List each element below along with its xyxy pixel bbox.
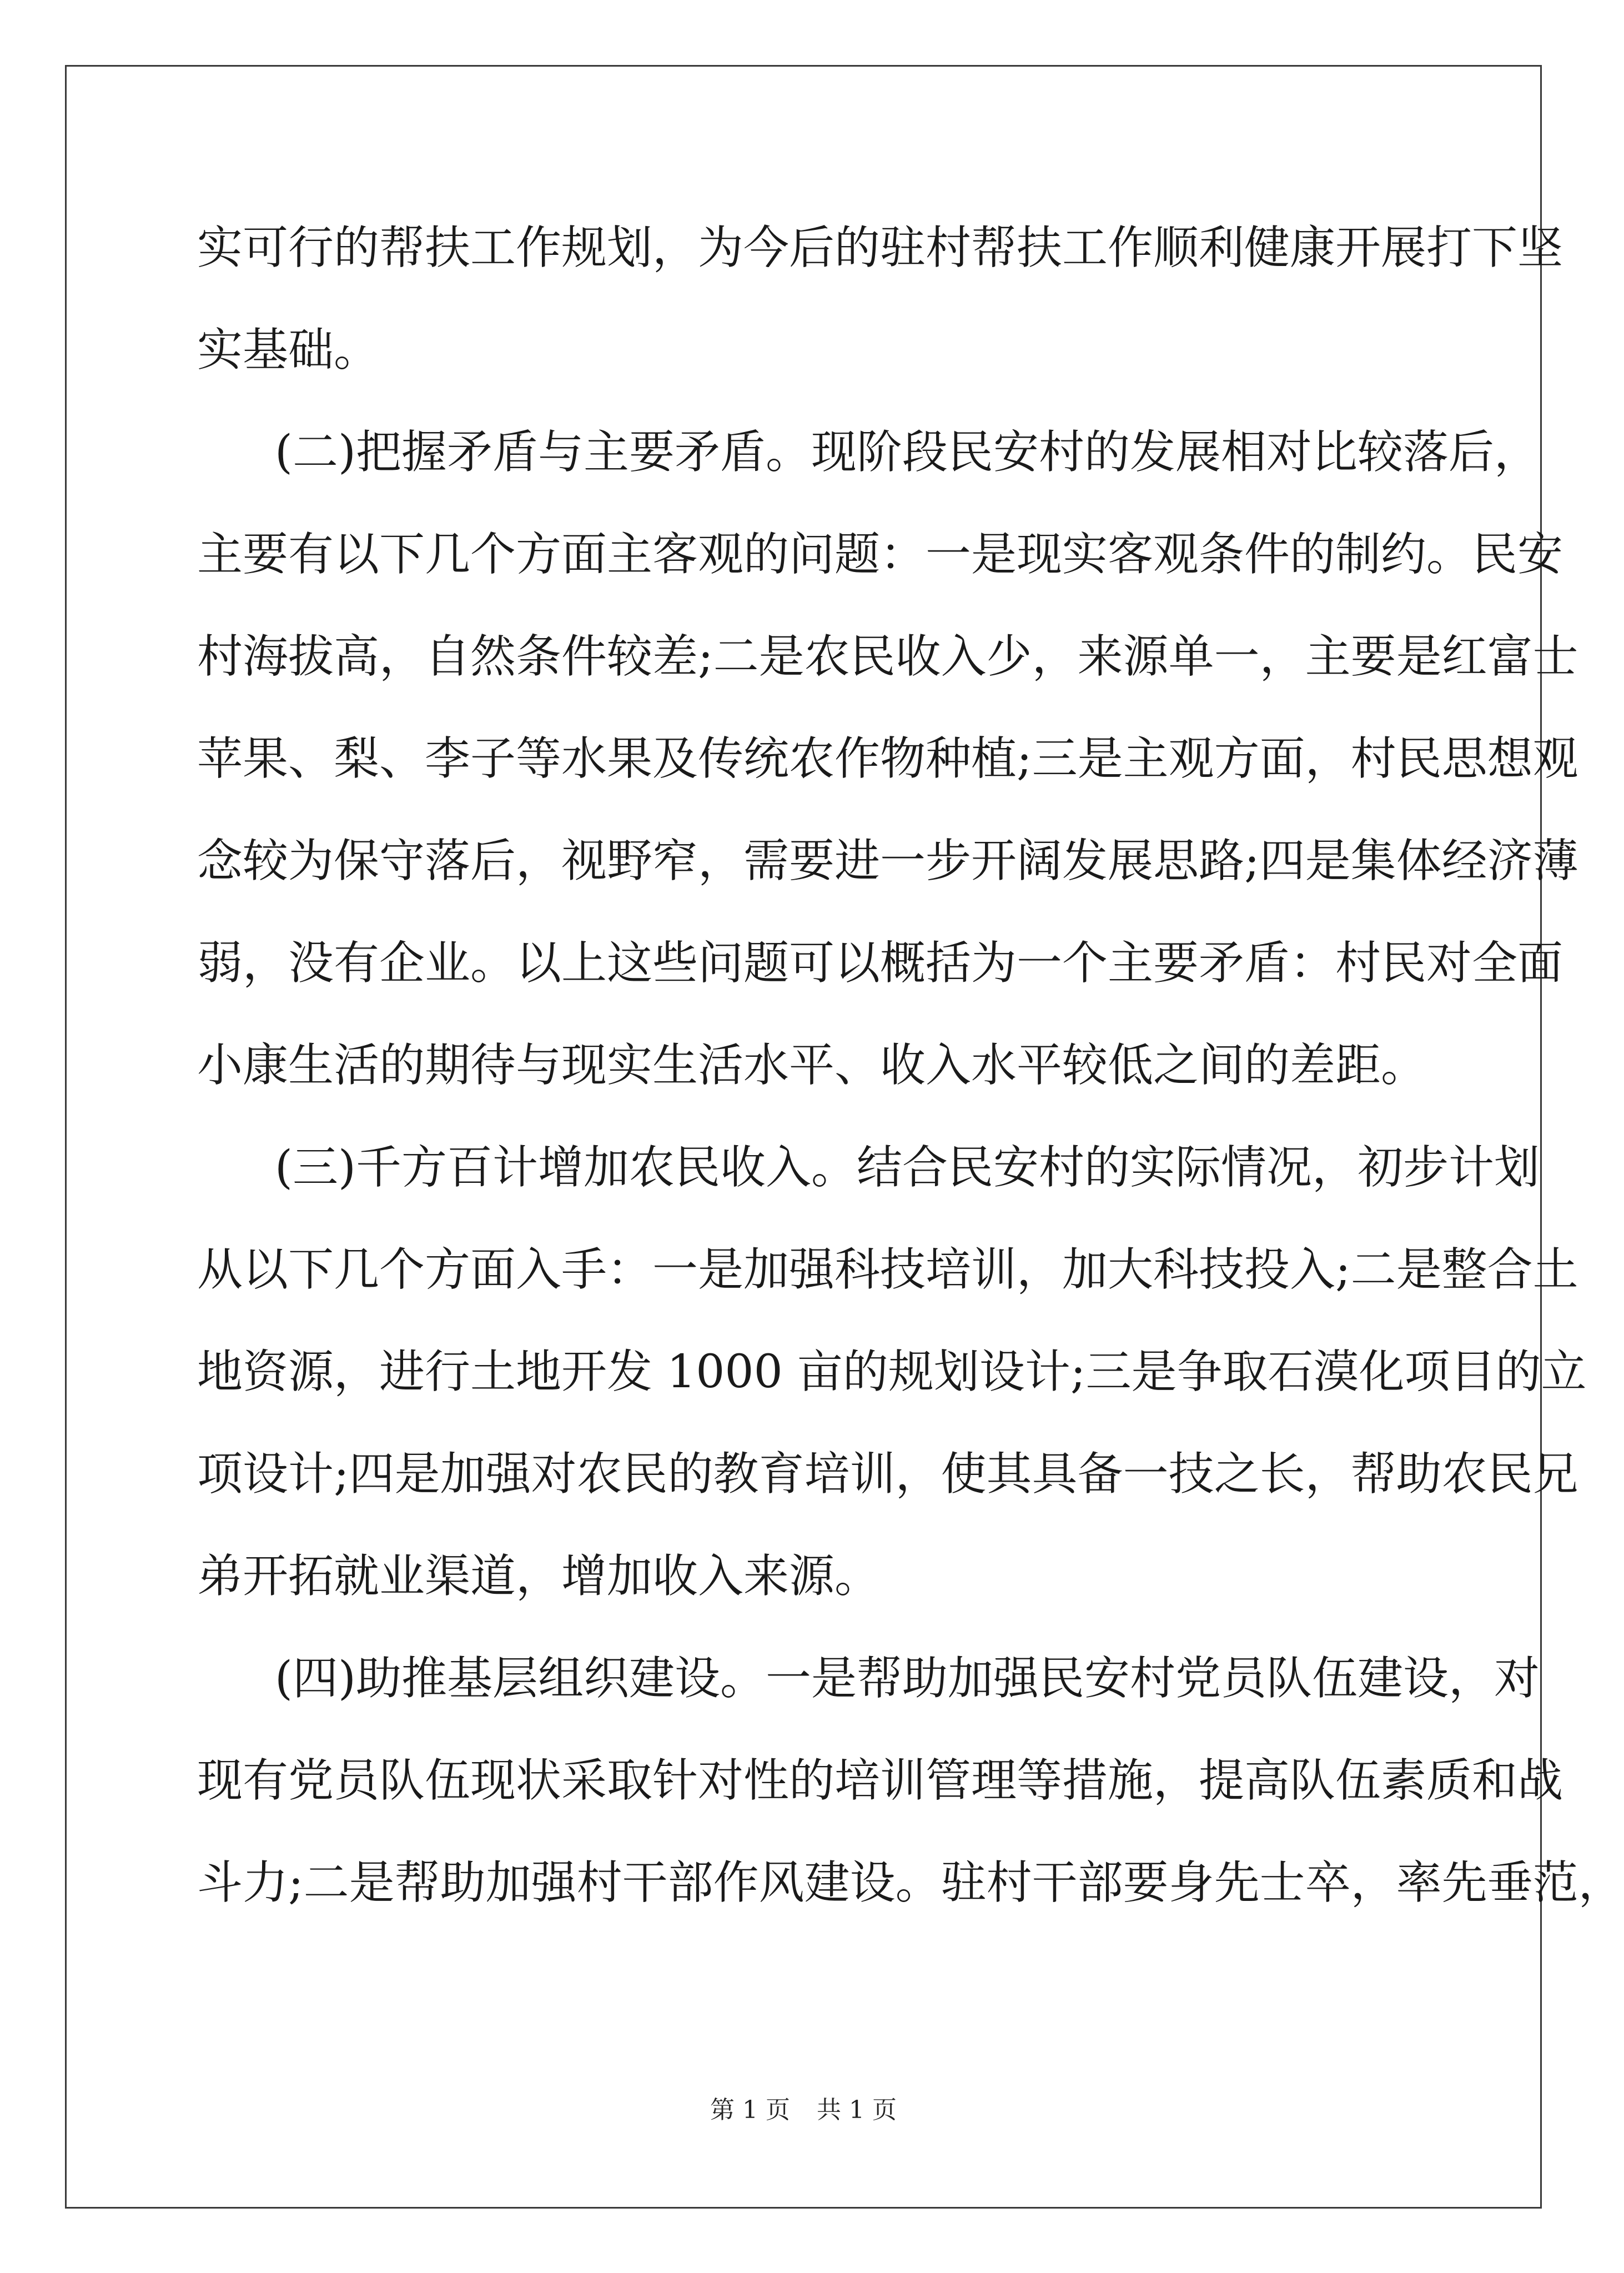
- text-line: 念较为保守落后，视野窄，需要进一步开阔发展思路;四是集体经济薄: [197, 835, 1578, 887]
- text-line: 实可行的帮扶工作规划，为今后的驻村帮扶工作顺利健康开展打下坚: [197, 222, 1563, 274]
- text-line: (四)助推基层组织建设。一是帮助加强民安村党员队伍建设，对: [275, 1652, 1540, 1705]
- text-line: 从以下几个方面入手：一是加强科技培训，加大科技投入;二是整合土: [197, 1243, 1578, 1296]
- text-line: (三)千方百计增加农民收入。结合民安村的实际情况，初步计划: [275, 1141, 1540, 1194]
- text-line: 弟开拓就业渠道，增加收入来源。: [197, 1550, 881, 1603]
- text-line: 小康生活的期待与现实生活水平、收入水平较低之间的差距。: [197, 1039, 1427, 1092]
- text-line: 斗力;二是帮助加强村干部作风建设。驻村干部要身先士卒，率先垂范，: [197, 1856, 1624, 1909]
- text-line: 主要有以下几个方面主客观的问题：一是现实客观条件的制约。民安: [197, 528, 1563, 581]
- document-body: [197, 207, 1624, 1944]
- text-line: 现有党员队伍现状采取针对性的培训管理等措施，提高队伍素质和战: [197, 1754, 1563, 1807]
- text-line: 弱，没有企业。以上这些问题可以概括为一个主要矛盾：村民对全面: [197, 937, 1563, 990]
- text-line: 苹果、梨、李子等水果及传统农作物种植;三是主观方面，村民思想观: [197, 732, 1578, 785]
- text-line: (二)把握矛盾与主要矛盾。现阶段民安村的发展相对比较落后，: [275, 426, 1540, 479]
- text-line: 项设计;四是加强对农民的教育培训，使其具备一技之长，帮助农民兄: [197, 1448, 1578, 1501]
- page-total: 共 1 页: [817, 2096, 897, 2124]
- page-footer: [0, 2094, 1607, 2127]
- page-number: 第 1 页: [710, 2096, 790, 2124]
- text-line: 村海拔高，自然条件较差;二是农民收入少，来源单一，主要是红富士: [197, 630, 1578, 683]
- text-line: 实基础。: [197, 324, 380, 377]
- text-line: 地资源，进行土地开发 1000 亩的规划设计;三是争取石漠化项目的立: [197, 1346, 1587, 1398]
